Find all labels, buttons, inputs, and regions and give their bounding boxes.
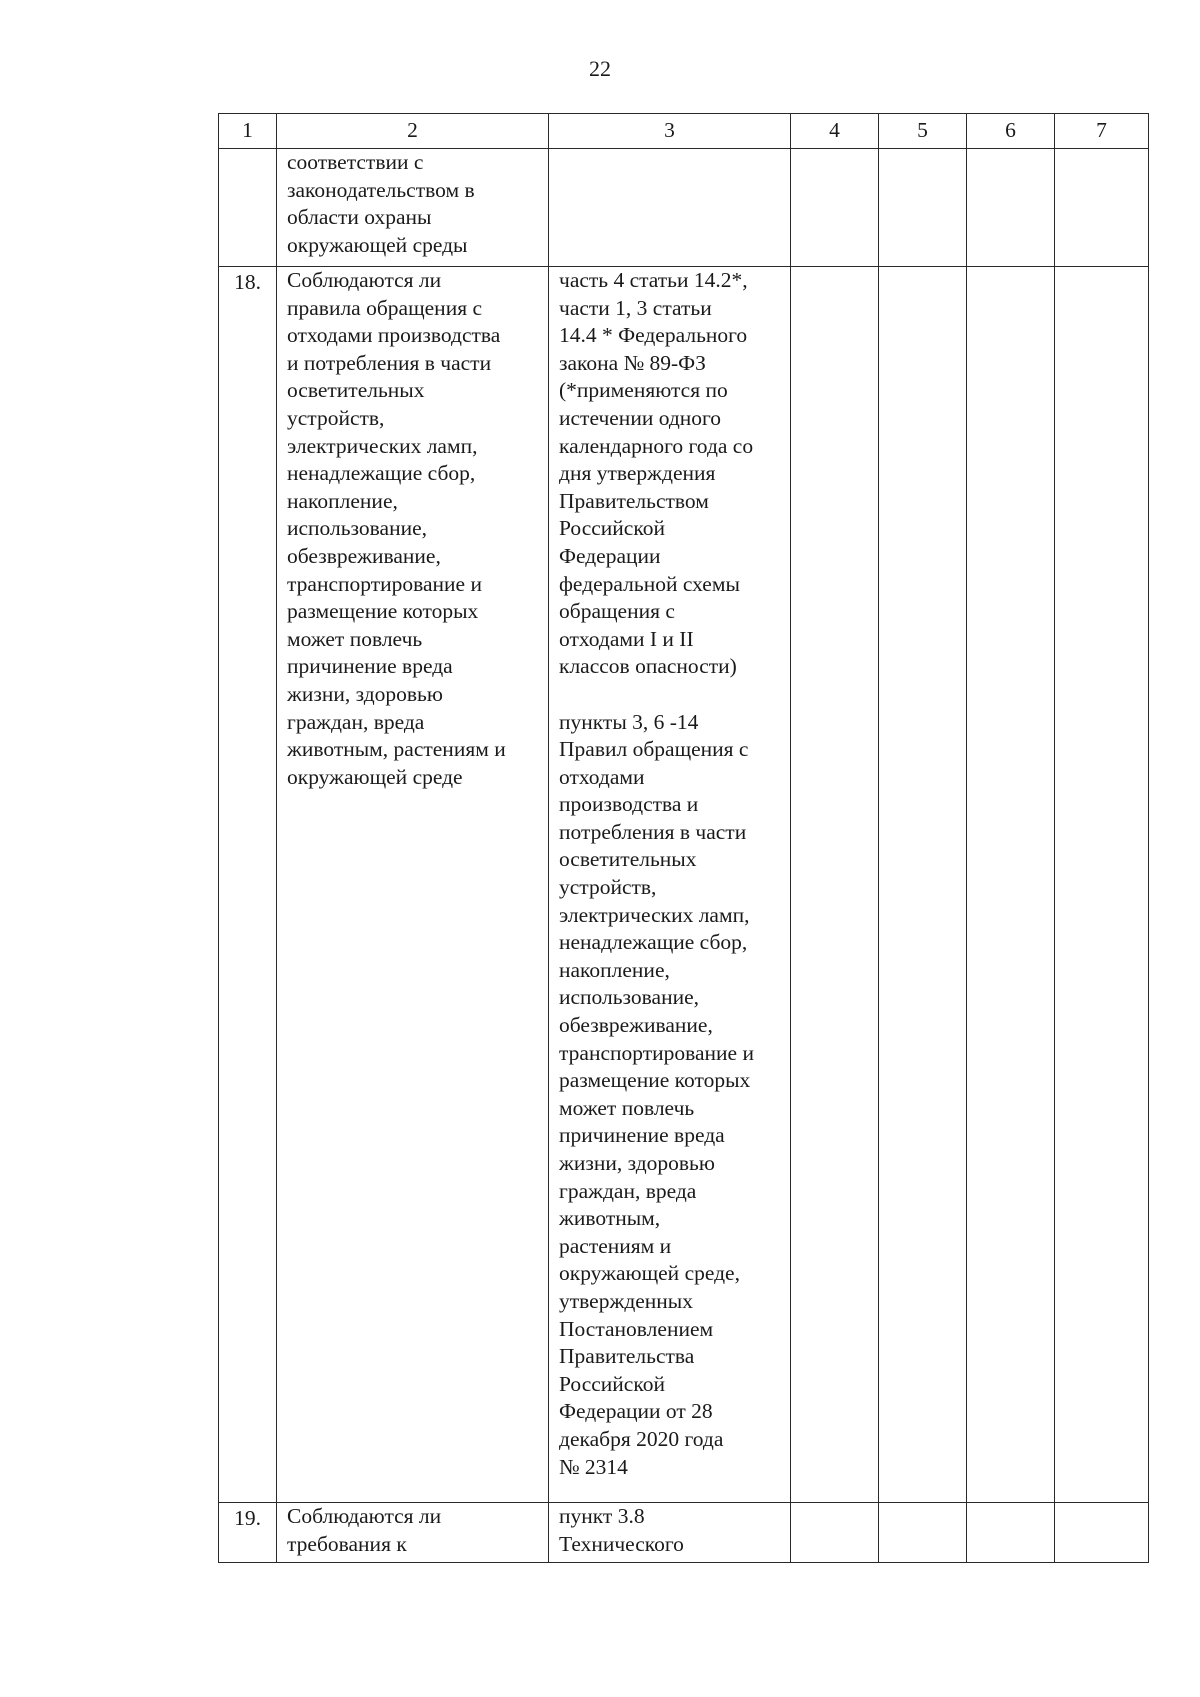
reference-cell xyxy=(549,1503,791,1563)
empty-cell xyxy=(967,267,1055,1503)
reference-cell xyxy=(549,267,791,1503)
row-number: 19. xyxy=(219,1503,277,1563)
empty-cell xyxy=(967,1503,1055,1563)
column-header: 5 xyxy=(879,114,967,149)
table-row xyxy=(219,149,1149,267)
reference-text: пункт 3.8 Технического xyxy=(559,1504,684,1556)
column-header: 6 xyxy=(967,114,1055,149)
empty-cell xyxy=(791,149,879,267)
empty-cell xyxy=(791,267,879,1503)
empty-cell xyxy=(1055,1503,1149,1563)
table-row xyxy=(219,1503,1149,1563)
reference-cell xyxy=(549,149,791,267)
question-cell xyxy=(277,149,549,267)
table-row xyxy=(219,267,1149,1503)
empty-cell xyxy=(879,149,967,267)
table-header-row xyxy=(219,114,1149,149)
column-header: 1 xyxy=(219,114,277,149)
row-number xyxy=(219,149,277,267)
empty-cell xyxy=(879,267,967,1503)
page-number: 22 xyxy=(589,56,611,81)
question-cell xyxy=(277,267,549,1503)
column-header: 4 xyxy=(791,114,879,149)
question-text: соответствии с законодательством в области охраны окружающей среды xyxy=(287,150,475,257)
column-header: 3 xyxy=(549,114,791,149)
column-header: 2 xyxy=(277,114,549,149)
reference-text: часть 4 статьи 14.2*, части 1, 3 статьи 14.4 * Федерального закона № 89-ФЗ (*применяются по истечении одного календарного года со дня утверждения Правительством Российской Федерации федеральной схемы обращения с отходами I и II классов опасности) пункты 3, 6 -14 Правил обращения с отходами производства и потребления в части осветительных устройств, электрических ламп, ненадлежащие сбор, накопление, использование, обезвреживание, транспортирование и размещение которых может повлечь причинение вреда жизни, здоровью граждан, вреда животным, растениям и окружающей среде, утвержденных Постановлением Правительства Российской Федерации от 28 декабря 2020 года № 2314 xyxy=(559,268,754,1479)
row-number: 18. xyxy=(219,267,277,1503)
empty-cell xyxy=(1055,149,1149,267)
empty-cell xyxy=(791,1503,879,1563)
empty-cell xyxy=(1055,267,1149,1503)
question-cell xyxy=(277,1503,549,1563)
empty-cell xyxy=(967,149,1055,267)
column-header: 7 xyxy=(1055,114,1149,149)
question-text: Соблюдаются ли правила обращения с отходами производства и потребления в части осветительных устройств, электрических ламп, ненадлежащие сбор, накопление, использование, обезвреживание, транспортирование и размещение которых может повлечь причинение вреда жизни, здоровью граждан, вреда животным, растениям и окружающей среде xyxy=(287,268,506,789)
checklist-table xyxy=(218,113,1149,1563)
question-text: Соблюдаются ли требования к xyxy=(287,1504,442,1556)
empty-cell xyxy=(879,1503,967,1563)
